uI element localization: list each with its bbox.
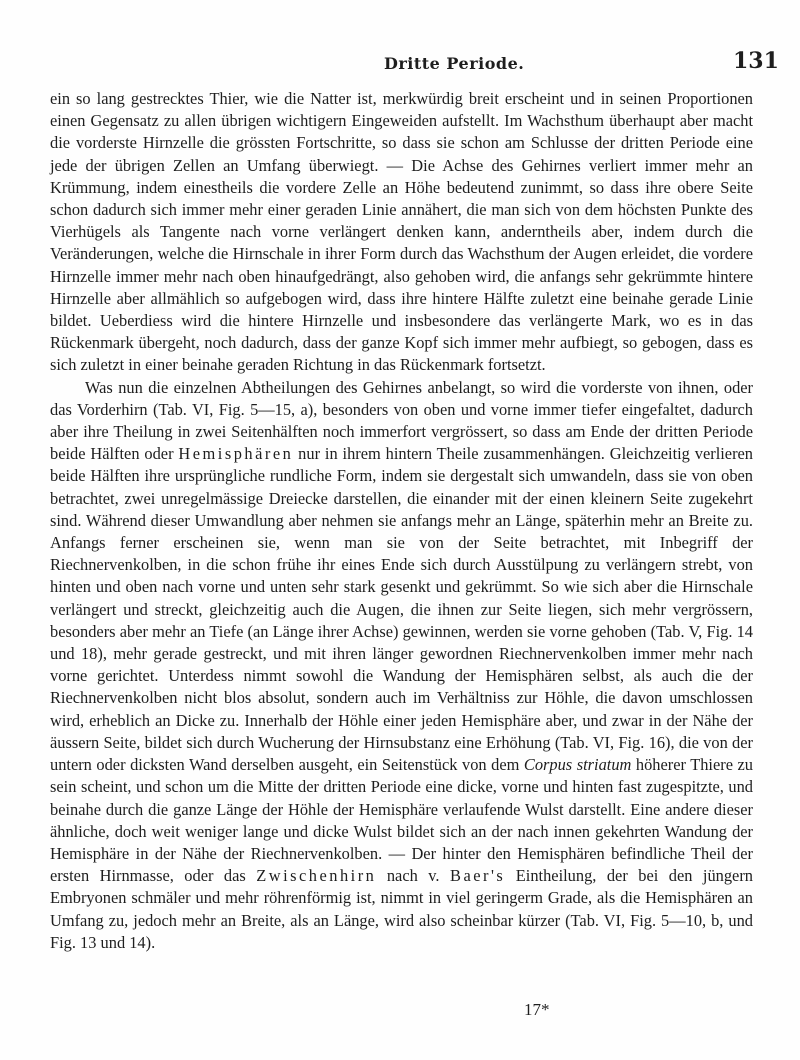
paragraph-2-part-4: nach v. (376, 866, 451, 886)
paragraph-2-part-3: höherer Thiere zu sein scheint, und schon um die Mitte der dritten Periode eine dicke, vorne und hinten fast zugespitzte, und beinahe durch die ganze Länge der Höhle der Hemisphäre verlaufende Wulst darstellt. Eine andere dieser ähnliche, doch weit weniger lange und dicke Wulst bildet sich an der nach innen gekehrten Wandung der Hemisphäre in der Nähe der Riechnervenkolben. — Der hinter den Hemisphären befindliche Theil der ersten Hirnmasse, oder das (50, 755, 753, 886)
paragraph-1: ein so lang gestrecktes Thier, wie die Natter ist, merkwürdig breit erscheint und in seinen Proportionen einen Gegensatz zu allen übrigen wichtigern Eingeweiden aufstellt. Im Wachsthum überhaupt aber macht die vorderste Hirnzelle die grössten Fortschritte, so dass sie schon am Schlusse der dritten Periode eine jede der übrigen Zellen an Umfang überwiegt. — Die Achse des Gehirnes verliert immer mehr an Krümmung, indem einestheils die vordere Zelle an Höhe bedeutend zunimmt, so dass ihre obere Seite schon dadurch sich immer mehr einer geraden Linie annähert, die man sich von dem höchsten Punkte des Vierhügels als Tangente nach vorne verlängert denken kann, anderntheils aber, indem durch die Veränderungen, welche die Hirnschale in ihrer Form durch das Wachsthum der Augen erleidet, die vordere Hirnzelle immer mehr nach oben hinaufgedrängt, also gehoben wird, die anfangs sehr gekrümmte hintere Hirnzelle aber allmählich so aufgebogen wird, dass ihre hintere Hälfte zuletzt eine beinahe gerade Linie bildet. Ueberdiess wird die hintere Hirnzelle und insbesondere das verlängerte Mark, wo es in das Rückenmark übergeht, noch dadurch, dass der ganze Kopf sich immer mehr aufbiegt, so gebogen, dass es sich zuletzt in einer beinahe geraden Richtung in das Rückenmark fortsetzt. (50, 89, 753, 375)
paragraph-2 (50, 377, 753, 954)
term-zwischenhirn: Zwischenhirn (256, 866, 377, 886)
running-title: Dritte Periode. (384, 54, 525, 73)
body-text (50, 88, 753, 954)
term-baer: Baer's (450, 866, 506, 886)
term-corpus-striatum: Corpus striatum (523, 755, 632, 775)
paragraph-2-part-1: Was nun die einzelnen Abtheilungen des Gehirnes anbelangt, so wird die vorderste von ihnen, oder das Vorderhirn (Tab. VI, Fig. 5—15, a), besonders von oben und vorne immer tiefer eingefaltet, dadurch aber ihre Theilung in zwei Seitenhälften noch immerfort vergrössert, so dass am Ende der dritten Periode beide Hälften oder (50, 377, 753, 464)
signature-mark: 17* (524, 1000, 550, 1019)
paragraph-2-part-2: nur in ihrem hintern Theile zusammenhängen. Gleichzeitig verlieren beide Hälften ihre ursprüngliche rundliche Form, indem sie dergestalt sich umwandeln, dass sie von oben betrachtet, zwei unregelmässige Dreiecke darstellen, die einander mit der einen kleinern Seite zugekehrt sind. Während dieser Umwandlung aber nehmen sie anfangs mehr an Länge, späterhin mehr an Breite zu. Anfangs ferner erscheinen sie, wenn man sie von der Seite betrachtet, mit Inbegriff der Riechnervenkolben, in die schon frühe ihr eines Ende sich durch Ausstülpung zu verlängern strebt, von hinten und oben nach vorne und unten sehr stark gesenkt und gekrümmt. So wie sich aber die Hirnschale verlängert und streckt, gleichzeitig auch die Augen, die ihnen zur Seite liegen, sich mehr vergrössern, besonders aber mehr an Tiefe (an Länge ihrer Achse) gewinnen, werden sie vorne gehoben (Tab. V, Fig. 14 und 18), mehr gerade gestreckt, und mit ihren länger gewordnen Riechnervenkolben immer mehr nach vorne gerichtet. Unterdess nimmt sowohl die Wandung der Hemisphären selbst, als auch die der Riechnervenkolben nicht blos absolut, sondern auch im Verhältniss zur Höhle, die davon umschlossen wird, erheblich an Dicke zu. Innerhalb der Höhle einer jeden Hemisphäre aber, und zwar in der Nähe der äussern Seite, bildet sich durch Wucherung der Hirnsubstanz eine Erhöhung (Tab. VI, Fig. 16), die von der untern oder dicksten Wand derselben ausgeht, ein Seitenstück von dem (50, 444, 753, 775)
page-number: 131 (733, 48, 779, 74)
paragraph-2-part-5: Eintheilung, der bei den jüngern Embryonen schmäler und mehr röhrenförmig ist, nimmt in viel geringerm Grade, als die Hemisphären an Umfang zu, jedoch mehr an Breite, als an Länge, wird also scheinbar kürzer (Tab. VI, Fig. 5—10, b, und Fig. 13 und 14). (50, 866, 753, 952)
term-hemisphaeren: Hemisphären (178, 444, 294, 464)
